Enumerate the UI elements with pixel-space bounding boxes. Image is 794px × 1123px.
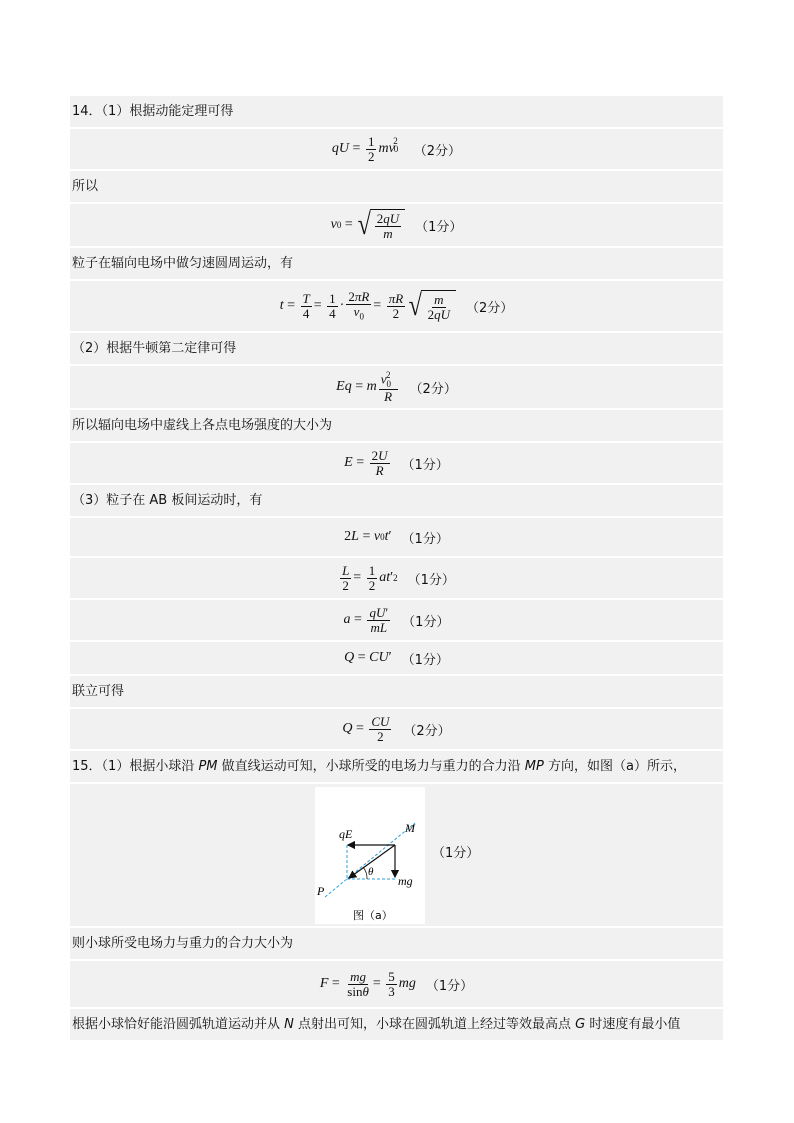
score-label: （1分）	[401, 457, 449, 473]
equation-resultant: F = $\frac{mg}{\sin\theta}$ = $\frac{5}{3}$ mg （1分）	[70, 961, 723, 1007]
circle-motion-text: 粒子在辐向电场中做匀速圆周运动，有	[70, 248, 723, 279]
q14-intro: 14．（1）根据动能定理可得	[70, 96, 723, 127]
equation-distance: 2 L = v 0 t ′ （1分）	[70, 518, 723, 556]
q15-last-line: 根据小球恰好能沿圆弧轨道运动并从 N 点射出可知，小球在圆弧轨道上经过等效最高点 G 时速度有最小值	[70, 1009, 723, 1040]
equation-newton: Eq = m $\frac{v_0^2}{R}$ （2分）	[70, 366, 723, 408]
equation-kinetic-energy: qU = $\frac{1}{2}$ mv 0 $^2$ （2分）	[70, 129, 723, 169]
score-label: （2分）	[413, 143, 462, 159]
label-mg: mg	[398, 874, 413, 888]
score-label: （1分）	[402, 614, 450, 630]
equation-field: E = $\frac{2U}{R}$ （1分）	[70, 443, 723, 483]
score-label: （1分）	[401, 652, 449, 668]
score-label: （2分）	[409, 381, 457, 397]
figure-caption: 图（a）	[353, 909, 393, 922]
label-theta: θ	[368, 866, 374, 878]
label-qE: qE	[339, 827, 353, 841]
score-label: （1分）	[401, 531, 449, 547]
equation-charge: Q = CU ′ （1分）	[70, 642, 723, 674]
figure-row	[70, 784, 723, 926]
label-P: P	[317, 884, 325, 898]
score-label: （1分）	[407, 572, 455, 588]
part2-text: （2）根据牛顿第二定律可得	[70, 333, 723, 364]
score-label: （2分）	[466, 300, 514, 316]
combine-text: 联立可得	[70, 676, 723, 707]
equation-charge-result: Q = $\frac{CU}{2}$ （2分）	[70, 709, 723, 749]
answer-sheet	[70, 96, 723, 1042]
force-diagram	[315, 787, 425, 924]
score-label: （1分）	[432, 846, 480, 861]
so-text: 所以	[70, 171, 723, 202]
label-M: M	[405, 821, 415, 835]
score-label: （2分）	[403, 723, 451, 739]
equation-displacement: $\frac{L}{2}$ = $\frac{1}{2}$ at ′ 2 （1分）	[70, 558, 723, 598]
resultant-text: 则小球所受电场力与重力的合力大小为	[70, 928, 723, 959]
score-label: （1分）	[425, 978, 474, 994]
equation-velocity: v 0 = √ $\frac{2qU}{m}$ （1分）	[70, 204, 723, 246]
field-strength-text: 所以辐向电场中虚线上各点电场强度的大小为	[70, 410, 723, 441]
equation-acceleration: a = $\frac{qU'}{mL}$ （1分）	[70, 600, 723, 640]
theta-arc	[363, 867, 367, 879]
part3-text: （3）粒子在 AB 板间运动时，有	[70, 485, 723, 516]
score-label: （1分）	[415, 219, 463, 235]
equation-time: t = $\frac{T}{4}$ = $\frac{1}{4}$ · $\frac{2\pi R}{v_0}$ = $\frac{\pi R}{2}$ √ $\frac{m}{2qU}$ （2分）	[70, 281, 723, 331]
q15-intro: 15．（1）根据小球沿 PM 做直线运动可知，小球所受的电场力与重力的合力沿 MP 方向，如图（a）所示，	[70, 751, 723, 782]
